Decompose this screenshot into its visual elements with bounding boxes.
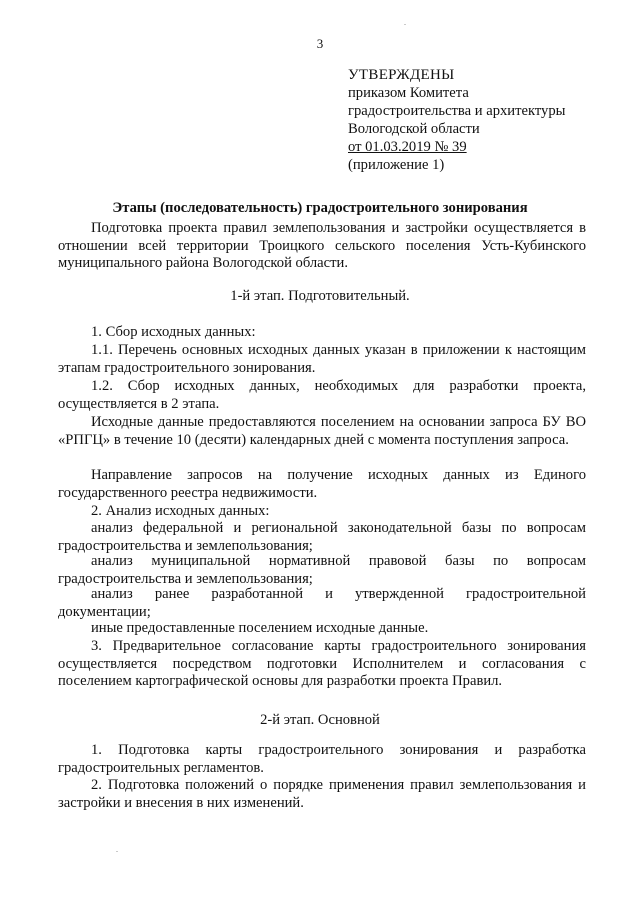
paragraph: 3. Предварительное согласование карты градостроительного зонирования осуществляется посредством подготовки Исполнителем и согласования с поселением картографической основы для разработки проекта Правил. [58, 638, 586, 690]
paragraph: 2. Подготовка положений о порядке применения правил землепользования и застройки и внесения в них изменений. [58, 777, 586, 811]
page-number: 3 [316, 36, 324, 51]
paragraph: 1. Сбор исходных данных: [91, 324, 256, 340]
paragraph: Исходные данные предоставляются поселением на основании запроса БУ ВО «РПГЦ» в течение 10 (десяти) календарных дней с момента поступления запроса. [58, 414, 586, 448]
paragraph: анализ муниципальной нормативной правовой базы по вопросам градостроительства и землепользования; [58, 553, 586, 587]
approval-line: приказом Комитета [348, 85, 469, 101]
paragraph: 2. Анализ исходных данных: [91, 503, 270, 519]
approval-heading: УТВЕРЖДЕНЫ [348, 67, 455, 83]
stage2-heading: 2-й этап. Основной [260, 712, 380, 728]
paragraph: иные предоставленные поселением исходные данные. [91, 620, 429, 636]
paragraph: 1.2. Сбор исходных данных, необходимых для разработки проекта, осуществляется в 2 этапа. [58, 378, 586, 412]
paragraph: 1.1. Перечень основных исходных данных указан в приложении к настоящим этапам градостроительного зонирования. [58, 342, 586, 376]
approval-appendix: (приложение 1) [348, 157, 445, 173]
paragraph: Направление запросов на получение исходных данных из Единого государственного реестра недвижимости. [58, 467, 586, 501]
intro-paragraph: Подготовка проекта правил землепользования и застройки осуществляется в отношении всей территории Троицкого сельского поселения Усть-Кубинского муниципального района Вологодской области. [58, 220, 586, 272]
paragraph: 1. Подготовка карты градостроительного зонирования и разработка градостроительных регламентов. [58, 742, 586, 776]
stage1-heading: 1-й этап. Подготовительный. [230, 288, 410, 304]
approval-stamp [348, 66, 565, 174]
document-title: Этапы (последовательность) градостроительного зонирования [112, 200, 528, 216]
paragraph: анализ ранее разработанной и утвержденной градостроительной документации; [58, 586, 586, 620]
scan-speck: . [116, 845, 118, 854]
approval-order-ref: от 01.03.2019 № 39 [348, 139, 467, 155]
approval-line: Вологодской области [348, 121, 480, 137]
approval-line: градостроительства и архитектуры [348, 103, 566, 119]
paragraph: анализ федеральной и региональной законодательной базы по вопросам градостроительства и землепользования; [58, 520, 586, 554]
scan-speck: . [404, 18, 406, 27]
